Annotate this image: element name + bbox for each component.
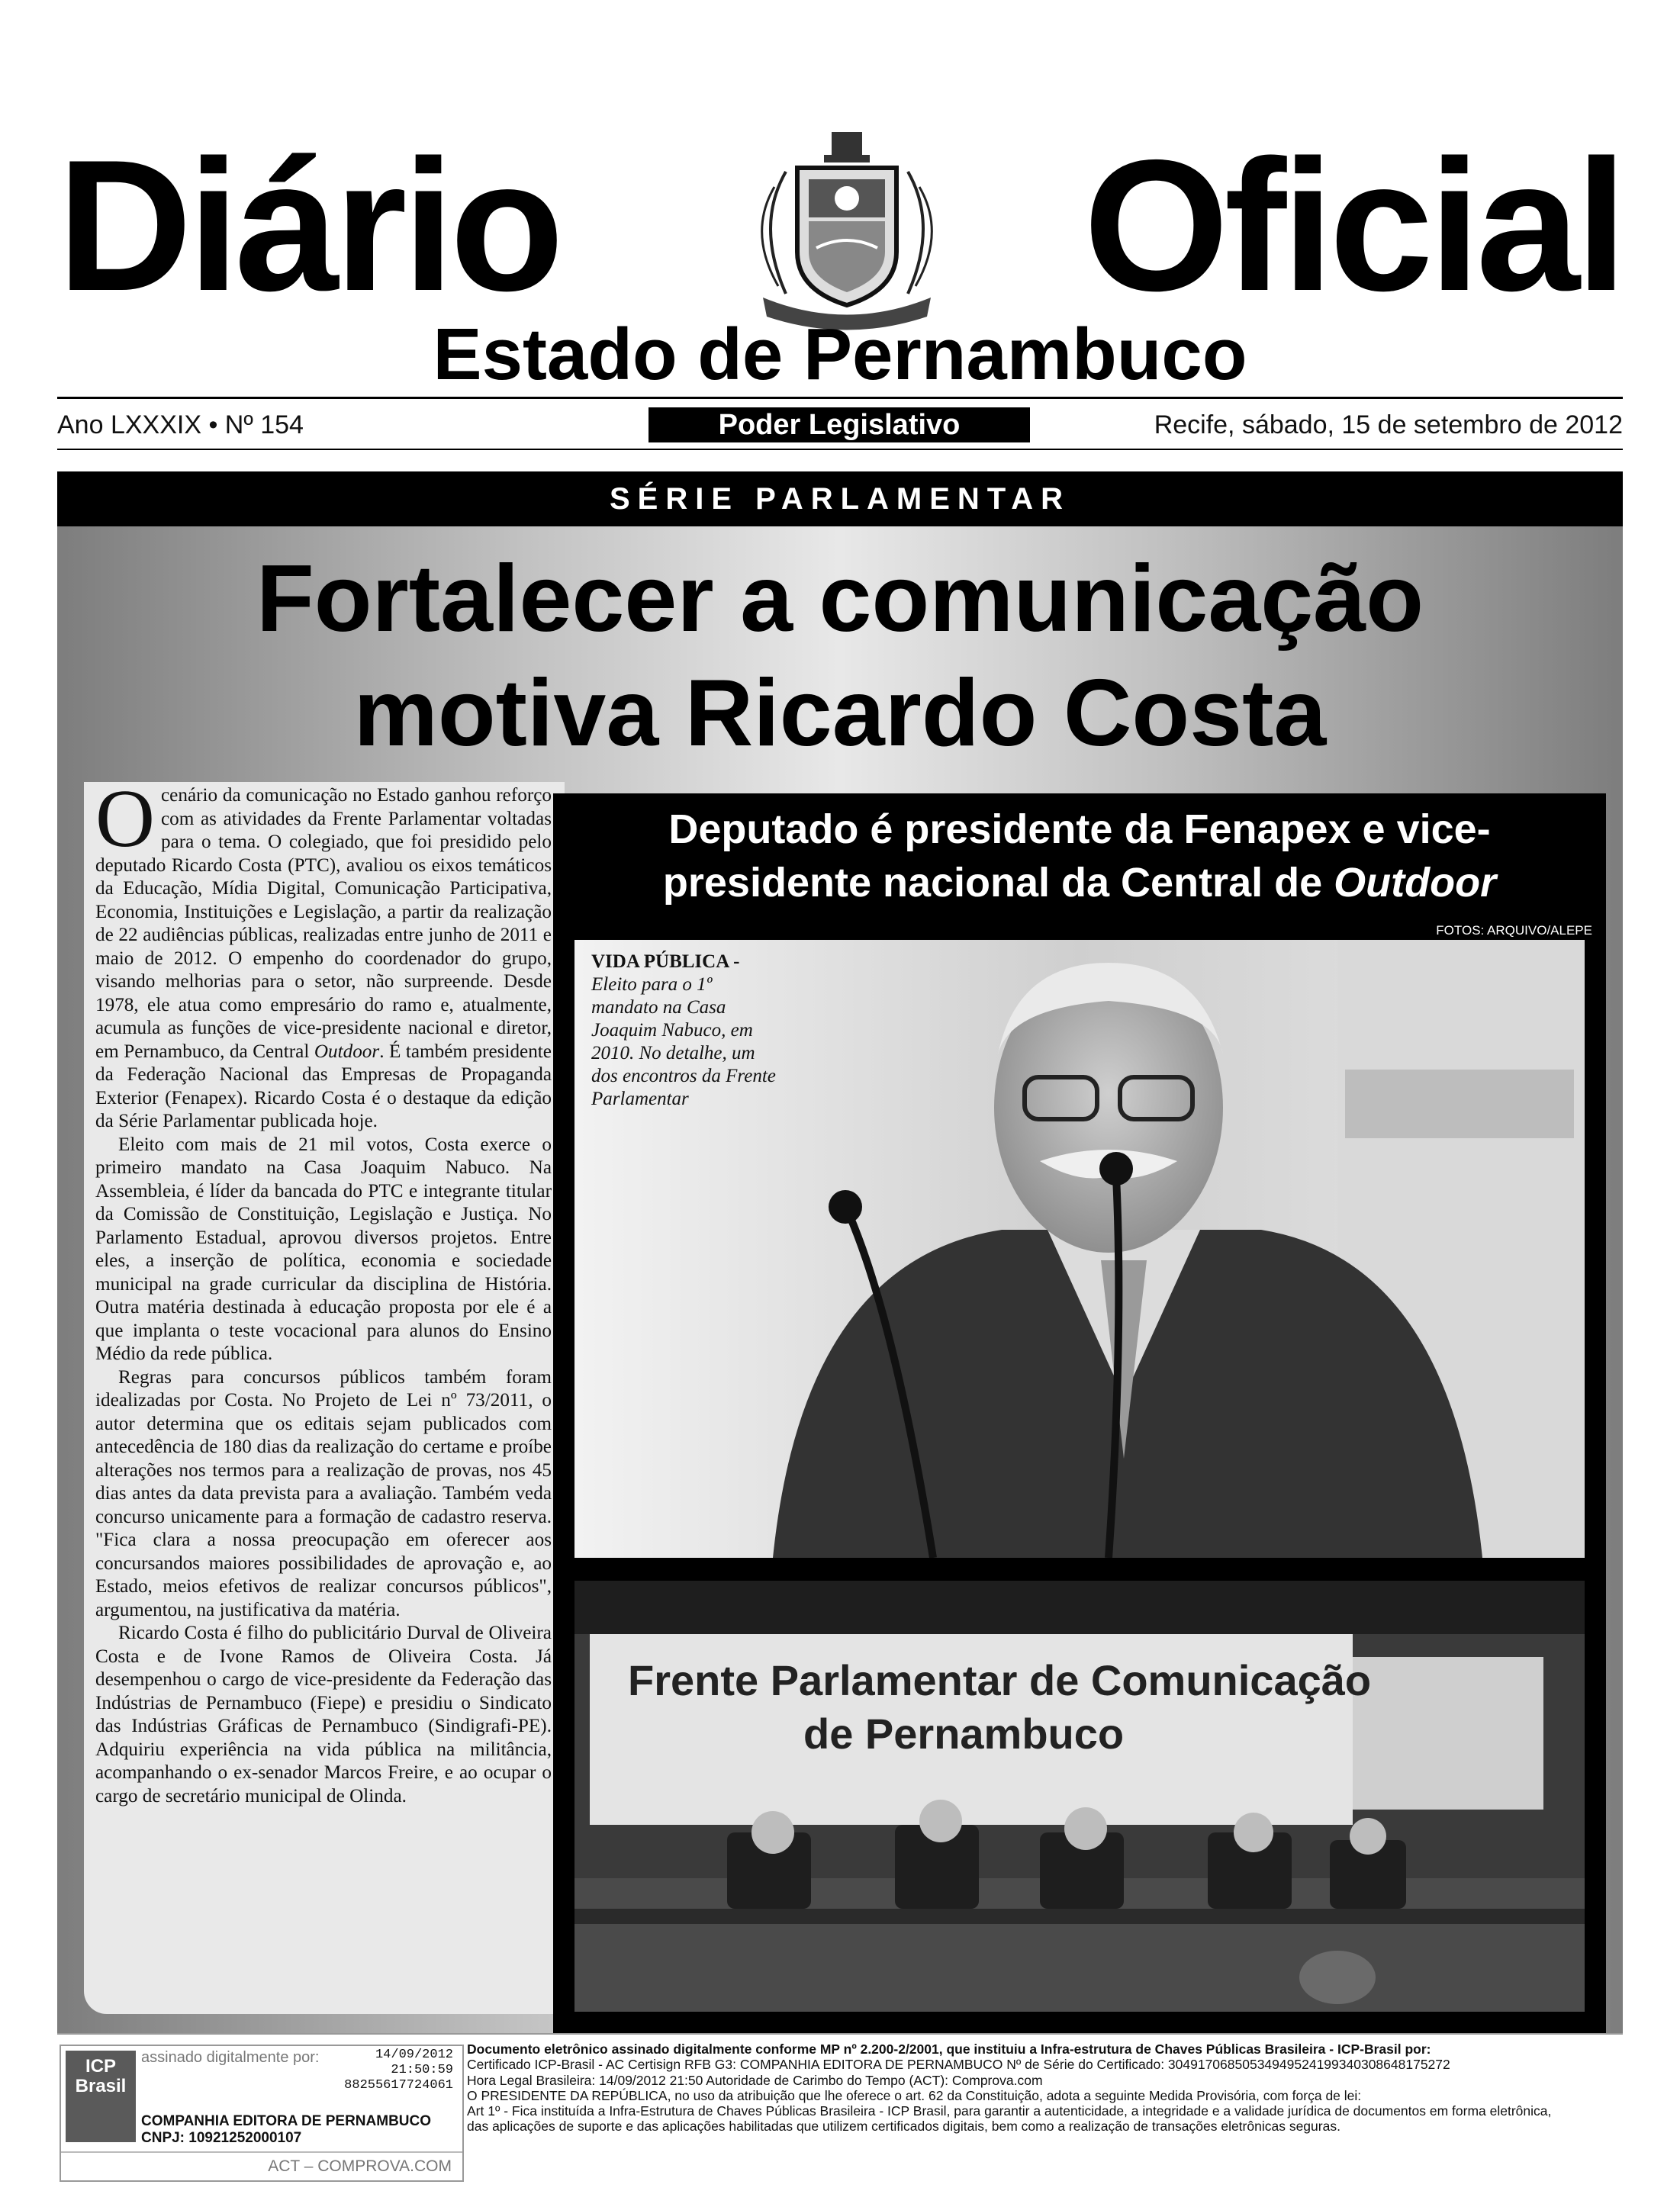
legal-line-3: Hora Legal Brasileira: 14/09/2012 21:50 Autoridade de Carimbo do Tempo (ACT): Comprova.com bbox=[467, 2072, 1043, 2088]
banner-line-1: Frente Parlamentar de Comunicação bbox=[628, 1656, 1372, 1704]
stamp-label: assinado digitalmente por: bbox=[141, 2049, 320, 2066]
article-paragraph-1-emphasis: Outdoor bbox=[314, 1041, 380, 1062]
feature-panel bbox=[57, 526, 1623, 2033]
masthead-rule-bottom bbox=[57, 449, 1623, 450]
meeting-photo bbox=[574, 1581, 1585, 2012]
stamp-company bbox=[141, 2113, 431, 2147]
footer-rule bbox=[57, 2033, 1623, 2035]
article-paragraph-4: Ricardo Costa é filho do publicitário Durval de Oliveira Costa e de Ivone Ramos de Oliveira Costa. Já desempenhou o cargo de vice-presidente da Federação das Indústrias de Pernambuco (Fiepe) e presidiu o Sindicato das Indústrias Gráficas de Pernambuco (Sindigrafi-PE). Adquiriu experiência na vida pública na militância, acompanhando o ex-senador Marcos Freire, e ao ocupar o cargo de secretário municipal de Olinda. bbox=[95, 1623, 552, 1807]
headline-line-2: motiva Ricardo Costa bbox=[353, 661, 1327, 766]
meeting-photo-image bbox=[574, 1581, 1585, 2012]
caption-title: VIDA PÚBLICA - bbox=[591, 951, 740, 972]
masthead bbox=[57, 114, 1623, 336]
series-banner: SÉRIE PARLAMENTAR bbox=[57, 471, 1623, 526]
deck-line-2-emphasis: Outdoor bbox=[1334, 860, 1497, 906]
legal-notice bbox=[467, 2041, 1627, 2135]
stamp-serial: 88255617724061 bbox=[344, 2078, 453, 2093]
article-paragraph-1-part-b: . É também presidente da Federação Nacional das Empresas de Propaganda Exterior (Fenapex). Ricardo Costa é o destaque da edição da Série Parlamentar publicada hoje. bbox=[95, 1041, 552, 1131]
drop-cap: O bbox=[95, 774, 155, 864]
article-paragraph-1-part-a: cenário da comunicação no Estado ganhou reforço com as atividades da Frente Parlamentar voltadas para o tema. O colegiado, que foi presidido pelo deputado Ricardo Costa (PTC), avaliou os eixos temáticos da Educação, Mídia Digital, Comunicação Participativa, Economia, Instituições e Legislação, a partir da realização de 22 audiências públicas, realizadas entre junho de 2011 e maio de 2012. O empenho do coordenador do grupo, visando melhorias para o setor, não surpreende. Desde 1978, ele atua como empresário do ramo e, atualmente, acumula as funções de vice-presidente nacional e diretor, em Pernambuco, da Central bbox=[95, 785, 552, 1062]
digital-signature-stamp bbox=[60, 2045, 464, 2182]
legal-line-2: Certificado ICP-Brasil - AC Certisign RFB G3: COMPANHIA EDITORA DE PERNAMBUCO Nº de Série do Certificado: 30491706850534949524199340308648175272 bbox=[467, 2057, 1450, 2073]
masthead-title-right: Oficial bbox=[1083, 121, 1623, 330]
legal-line-4: O PRESIDENTE DA REPÚBLICA, no uso da atribuição que lhe oferece o art. 62 da Constituição, adota a seguinte Medida Provisória, com força de lei: bbox=[467, 2087, 1362, 2103]
article-paragraph-2: Eleito com mais de 21 mil votos, Costa exerce o primeiro mandato na Casa Joaquim Nabuco. Na Assembleia, é líder da bancada do PTC e integrante titular da Comissão de Constituição, Legislação e Justiça. No Parlamento Estadual, aprovou diversos projetos. Entre eles, a inserção de política, economia e sociedade municipal na grade curricular da disciplina de História. Outra matéria destinada à educação proposta por ele é a que implanta o teste vocacional para alunos do Ensino Médio da rede pública. bbox=[95, 1134, 552, 1364]
headline bbox=[57, 542, 1623, 771]
article-body bbox=[95, 774, 552, 1808]
edition-number: Ano LXXXIX • Nº 154 bbox=[57, 410, 304, 439]
caption-body: Eleito para o 1º mandato na Casa Joaquim Nabuco, em 2010. No detalhe, um dos encontros da Frente Parlamentar bbox=[591, 974, 776, 1109]
issue-date: Recife, sábado, 15 de setembro de 2012 bbox=[1154, 410, 1623, 439]
coat-of-arms-icon bbox=[732, 126, 961, 332]
masthead-title-left: Diário bbox=[57, 121, 560, 330]
masthead-rule-top bbox=[57, 397, 1623, 399]
icp-line-2: Brasil bbox=[75, 2076, 127, 2096]
icp-line-1: ICP bbox=[85, 2056, 116, 2077]
legal-line-5: Art 1º - Fica instituída a Infra-Estrutura de Chaves Públicas Brasileira - ICP Brasil, para garantir a autenticidade, a integridade e a validade jurídica de documentos em forma eletrônica, bbox=[467, 2103, 1552, 2119]
deck-line-1: Deputado é presidente da Fenapex e vice- bbox=[668, 806, 1491, 852]
headline-line-1: Fortalecer a comunicação bbox=[256, 546, 1424, 652]
deck bbox=[553, 803, 1606, 909]
stamp-date: 14/09/2012 bbox=[375, 2048, 453, 2062]
photo-caption bbox=[591, 951, 782, 1111]
icp-brasil-logo-text bbox=[66, 2057, 136, 2096]
article-paragraph-3: Regras para concursos públicos também foram idealizadas por Costa. No Projeto de Lei nº 73/2011, o autor determina que os editais sejam publicados com antecedência de 180 dias da realização do certame e proíbe alterações nos termos para a realização de provas, nos 45 dias antes da data prevista para a avaliação. Também veda concurso unicamente para a formação de cadastro reserva. "Fica clara a nossa preocupação em oferecer aos concursandos maiores possibilidades de aprovação e, ao Estado, meios efetivos de realizar concursos públicos", argumentou, na justificativa da matéria. bbox=[95, 1366, 552, 1620]
portrait-photo bbox=[574, 940, 1585, 1558]
photo-box bbox=[553, 793, 1606, 2033]
company-cnpj: CNPJ: 10921252000107 bbox=[141, 2130, 302, 2146]
stamp-time: 21:50:59 bbox=[391, 2063, 453, 2077]
deck-line-2 bbox=[553, 856, 1606, 909]
section-badge: Poder Legislativo bbox=[649, 407, 1030, 442]
act-link[interactable]: ACT – COMPROVA.COM bbox=[61, 2151, 462, 2180]
article-paragraph-1 bbox=[95, 774, 552, 1134]
stamp-timestamp bbox=[344, 2048, 453, 2093]
photo-credit: FOTOS: ARQUIVO/ALEPE bbox=[1436, 923, 1592, 938]
legal-line-1: Documento eletrônico assinado digitalmente conforme MP nº 2.200-2/2001, que instituiu a Infra-estrutura de Chaves Públicas Brasileira - ICP-Brasil por: bbox=[467, 2041, 1431, 2057]
banner-line-2: de Pernambuco bbox=[803, 1710, 1125, 1758]
legal-line-6: das aplicações de suporte e das aplicações habilitadas que utilizem certificados digitais, bem como a realização de transações eletrônicas seguras. bbox=[467, 2119, 1340, 2135]
masthead-info-row bbox=[57, 406, 1623, 444]
deck-line-2-text: presidente nacional da Central de bbox=[662, 860, 1334, 906]
company-name: COMPANHIA EDITORA DE PERNAMBUCO bbox=[141, 2113, 432, 2129]
masthead-subtitle: Estado de Pernambuco bbox=[433, 314, 1247, 395]
